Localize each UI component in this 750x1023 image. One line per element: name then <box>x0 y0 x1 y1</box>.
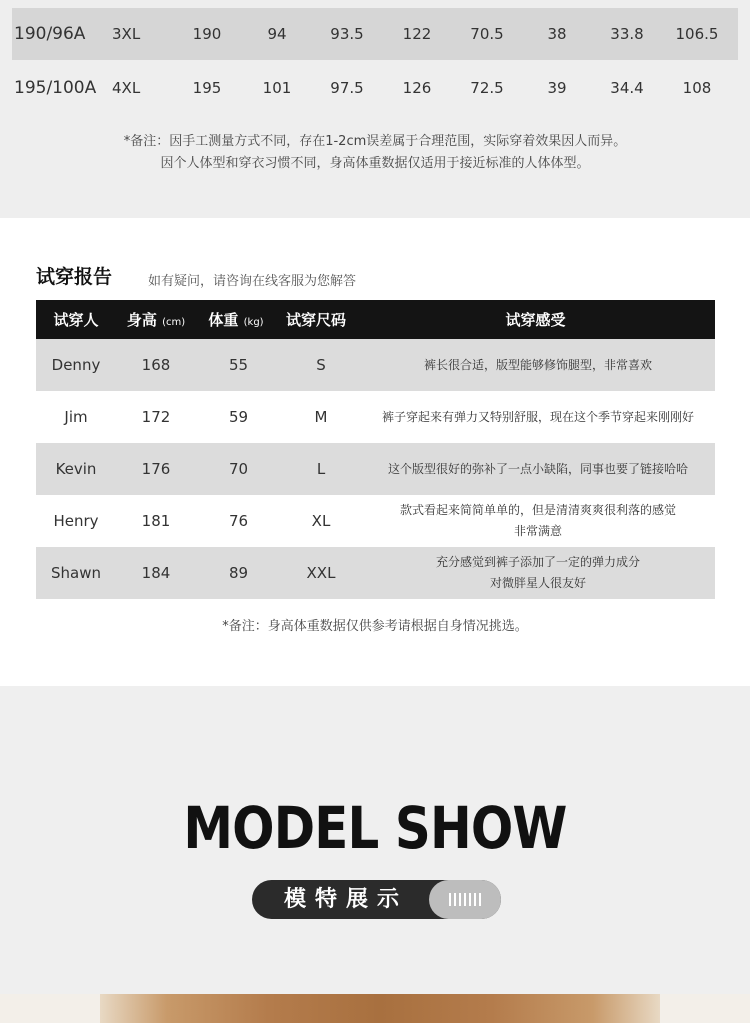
tester-name: Henry <box>53 512 99 530</box>
tester-height: 181 <box>141 512 171 530</box>
model-show-title: MODEL SHOW <box>183 794 567 862</box>
size-cell: 93.5 <box>330 25 364 43</box>
size-cell: 70.5 <box>470 25 504 43</box>
model-show-label-pill <box>252 880 501 919</box>
model-photo-shade <box>100 994 660 1023</box>
header-height <box>116 309 196 330</box>
size-cell: 126 <box>402 79 432 97</box>
table-row <box>36 443 715 495</box>
tester-height: 184 <box>141 564 171 582</box>
size-cell: 4XL <box>112 79 141 97</box>
size-cell: 33.8 <box>610 25 644 43</box>
size-cell: 106.5 <box>675 25 719 43</box>
header-weight-label: 体重 <box>208 311 239 329</box>
tester-size: XL <box>311 512 331 530</box>
tester-weight: 55 <box>228 356 249 374</box>
model-photo-top <box>0 994 750 1023</box>
size-cell: 3XL <box>112 25 141 43</box>
size-cell: 190 <box>192 25 222 43</box>
size-cell: 190/96A <box>14 24 86 44</box>
table-row <box>36 547 715 599</box>
tester-size: L <box>316 460 326 478</box>
table-header <box>36 300 715 339</box>
header-weight-unit: (kg) <box>243 317 264 328</box>
tester-feeling <box>361 500 715 542</box>
header-feeling: 试穿感受 <box>505 311 566 329</box>
tester-feeling <box>361 552 715 594</box>
header-weight <box>196 309 276 330</box>
tester-size: M <box>314 408 328 426</box>
tester-size: S <box>316 356 326 374</box>
size-cell: 195/100A <box>14 78 97 98</box>
feeling-line: 裤长很合适，版型能够修饰腿型，非常喜欢 <box>423 357 652 372</box>
feeling-line: 对微胖星人很友好 <box>489 576 586 590</box>
size-cell: 195 <box>192 79 222 97</box>
feeling-line: 充分感觉到裤子添加了一定的弹力成分 <box>435 555 640 569</box>
stripes-icon <box>429 880 501 919</box>
size-cell: 38 <box>547 25 567 43</box>
tester-height: 168 <box>141 356 171 374</box>
tester-feeling <box>361 459 715 480</box>
tester-name: Jim <box>64 408 88 426</box>
size-note: *备注：因手工测量方式不同，存在1-2cm误差属于合理范围，实际穿着效果因人而异。 <box>123 134 627 149</box>
size-cell: 97.5 <box>330 79 364 97</box>
model-show-section <box>0 686 750 1023</box>
size-table-section <box>0 0 750 218</box>
size-cell: 94 <box>267 25 287 43</box>
tester-weight: 89 <box>228 564 249 582</box>
tester-name: Kevin <box>55 460 97 478</box>
header-size: 试穿尺码 <box>285 311 346 329</box>
model-show-label: 模特展示 <box>284 887 409 912</box>
fitting-report-table <box>36 300 715 599</box>
size-row <box>12 8 738 60</box>
fitting-report-section <box>0 218 750 686</box>
header-height-label: 身高 <box>126 311 157 329</box>
header-height-unit: (cm) <box>162 317 186 328</box>
size-cell: 108 <box>682 79 712 97</box>
feeling-line: 裤子穿起来有弹力又特别舒服，现在这个季节穿起来刚刚好 <box>381 409 694 424</box>
size-row <box>12 62 738 114</box>
report-note: *备注：身高体重数据仅供参考请根据自身情况挑选。 <box>222 619 528 634</box>
table-row <box>36 391 715 443</box>
table-row <box>36 495 715 547</box>
table-row <box>36 339 715 391</box>
feeling-line: 非常满意 <box>513 524 562 538</box>
header-tester: 试穿人 <box>53 311 99 329</box>
tester-size: XXL <box>306 564 336 582</box>
tester-feeling <box>361 355 715 376</box>
tester-height: 172 <box>141 408 171 426</box>
tester-weight: 70 <box>228 460 249 478</box>
tester-height: 176 <box>141 460 171 478</box>
tester-weight: 76 <box>228 512 249 530</box>
report-title: 试穿报告 <box>36 266 113 288</box>
size-cell: 72.5 <box>470 79 504 97</box>
size-cell: 34.4 <box>610 79 644 97</box>
size-cell: 101 <box>262 79 292 97</box>
size-note: 因个人体型和穿衣习惯不同，身高体重数据仅适用于接近标准的人体体型。 <box>160 156 590 171</box>
tester-name: Denny <box>51 356 101 374</box>
tester-feeling <box>361 407 715 428</box>
size-cell: 39 <box>547 79 567 97</box>
size-cell: 122 <box>402 25 432 43</box>
feeling-line: 款式看起来简简单单的，但是清清爽爽很利落的感觉 <box>399 503 676 517</box>
feeling-line: 这个版型很好的弥补了一点小缺陷，同事也要了链接哈哈 <box>387 461 688 476</box>
tester-weight: 59 <box>228 408 249 426</box>
tester-name: Shawn <box>51 564 101 582</box>
report-subtitle: 如有疑问，请咨询在线客服为您解答 <box>148 274 357 289</box>
